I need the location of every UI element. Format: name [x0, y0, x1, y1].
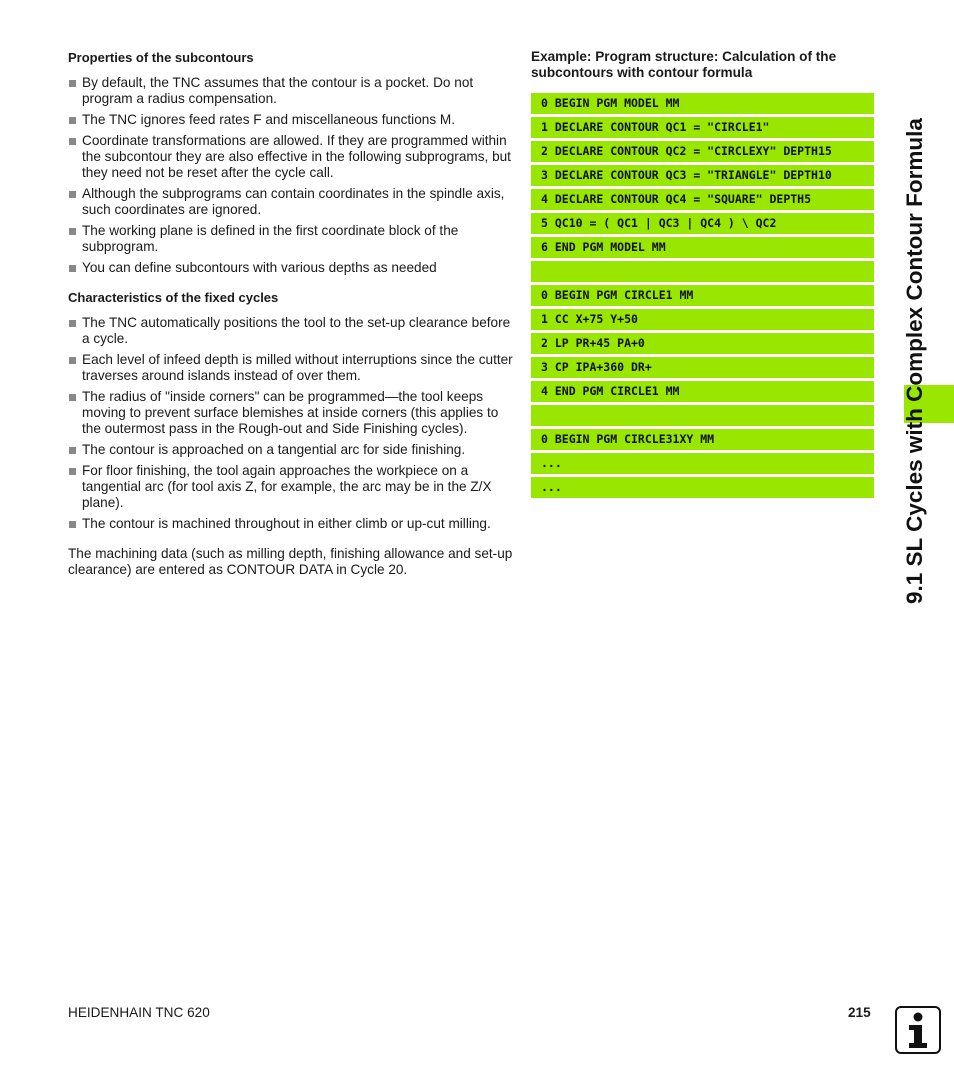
list-item: Coordinate transformations are allowed. If they are programmed within the subcontour they are also effective in the following subprograms, but they need not be reset after the cycle call.	[68, 133, 518, 181]
paragraph-machining-data: The machining data (such as milling depth, finishing allowance and set-up clearance) are entered as CONTOUR DATA in Cycle 20.	[68, 546, 513, 577]
code-line: 0 BEGIN PGM CIRCLE31XY MM	[531, 429, 874, 450]
code-line: 1 DECLARE CONTOUR QC1 = "CIRCLE1"	[531, 117, 874, 138]
list-item: The TNC ignores feed rates F and miscellaneous functions M.	[68, 112, 518, 128]
heading-properties-subcontours: Properties of the subcontours	[68, 50, 254, 65]
code-line: 2 LP PR+45 PA+0	[531, 333, 874, 354]
code-line: 3 DECLARE CONTOUR QC3 = "TRIANGLE" DEPTH10	[531, 165, 874, 186]
info-glyph	[897, 1008, 939, 1052]
chapter-side-title: 9.1 SL Cycles with Complex Contour Formula	[902, 118, 927, 604]
list-item: The radius of "inside corners" can be programmed—the tool keeps moving to prevent surface blemishes at inside corners (this applies to the outermost pass in the Rough-out and Side Finishing cycles).	[68, 389, 518, 437]
right-column	[531, 49, 874, 501]
code-line: ...	[531, 453, 874, 474]
list-item: The working plane is defined in the first coordinate block of the subprogram.	[68, 223, 518, 255]
list-properties	[68, 75, 518, 276]
heading-characteristics-fixed-cycles: Characteristics of the fixed cycles	[68, 290, 279, 305]
list-item: By default, the TNC assumes that the contour is a pocket. Do not program a radius compensation.	[68, 75, 518, 107]
info-icon	[895, 1006, 941, 1054]
program-code-block	[531, 93, 874, 501]
code-line: 4 END PGM CIRCLE1 MM	[531, 381, 874, 402]
code-line: 6 END PGM MODEL MM	[531, 237, 874, 258]
list-item: Each level of infeed depth is milled without interruptions since the cutter traverses around islands instead of over them.	[68, 352, 518, 384]
code-line: 3 CP IPA+360 DR+	[531, 357, 874, 378]
list-item: The contour is machined throughout in either climb or up-cut milling.	[68, 516, 518, 532]
list-item: Although the subprograms can contain coordinates in the spindle axis, such coordinates are ignored.	[68, 186, 518, 218]
list-item: You can define subcontours with various depths as needed	[68, 260, 518, 276]
code-line: 4 DECLARE CONTOUR QC4 = "SQUARE" DEPTH5	[531, 189, 874, 210]
list-characteristics	[68, 315, 518, 532]
code-line: 5 QC10 = ( QC1 | QC3 | QC4 ) \ QC2	[531, 213, 874, 234]
code-line: 0 BEGIN PGM MODEL MM	[531, 93, 874, 114]
list-item: The TNC automatically positions the tool to the set-up clearance before a cycle.	[68, 315, 518, 347]
code-line-empty	[531, 405, 874, 426]
code-line: 1 CC X+75 Y+50	[531, 309, 874, 330]
list-item: The contour is approached on a tangential arc for side finishing.	[68, 442, 518, 458]
code-line-empty	[531, 261, 874, 282]
footer-manual-name: HEIDENHAIN TNC 620	[68, 1005, 210, 1020]
footer-page-number: 215	[848, 1005, 871, 1020]
list-item: For floor finishing, the tool again approaches the workpiece on a tangential arc (for tool axis Z, for example, the arc may be in the Z/X plane).	[68, 463, 518, 511]
code-line: 2 DECLARE CONTOUR QC2 = "CIRCLEXY" DEPTH15	[531, 141, 874, 162]
code-line: ...	[531, 477, 874, 498]
left-column	[68, 50, 518, 578]
code-line: 0 BEGIN PGM CIRCLE1 MM	[531, 285, 874, 306]
example-title: Example: Program structure: Calculation of the subcontours with contour formula	[531, 49, 837, 80]
